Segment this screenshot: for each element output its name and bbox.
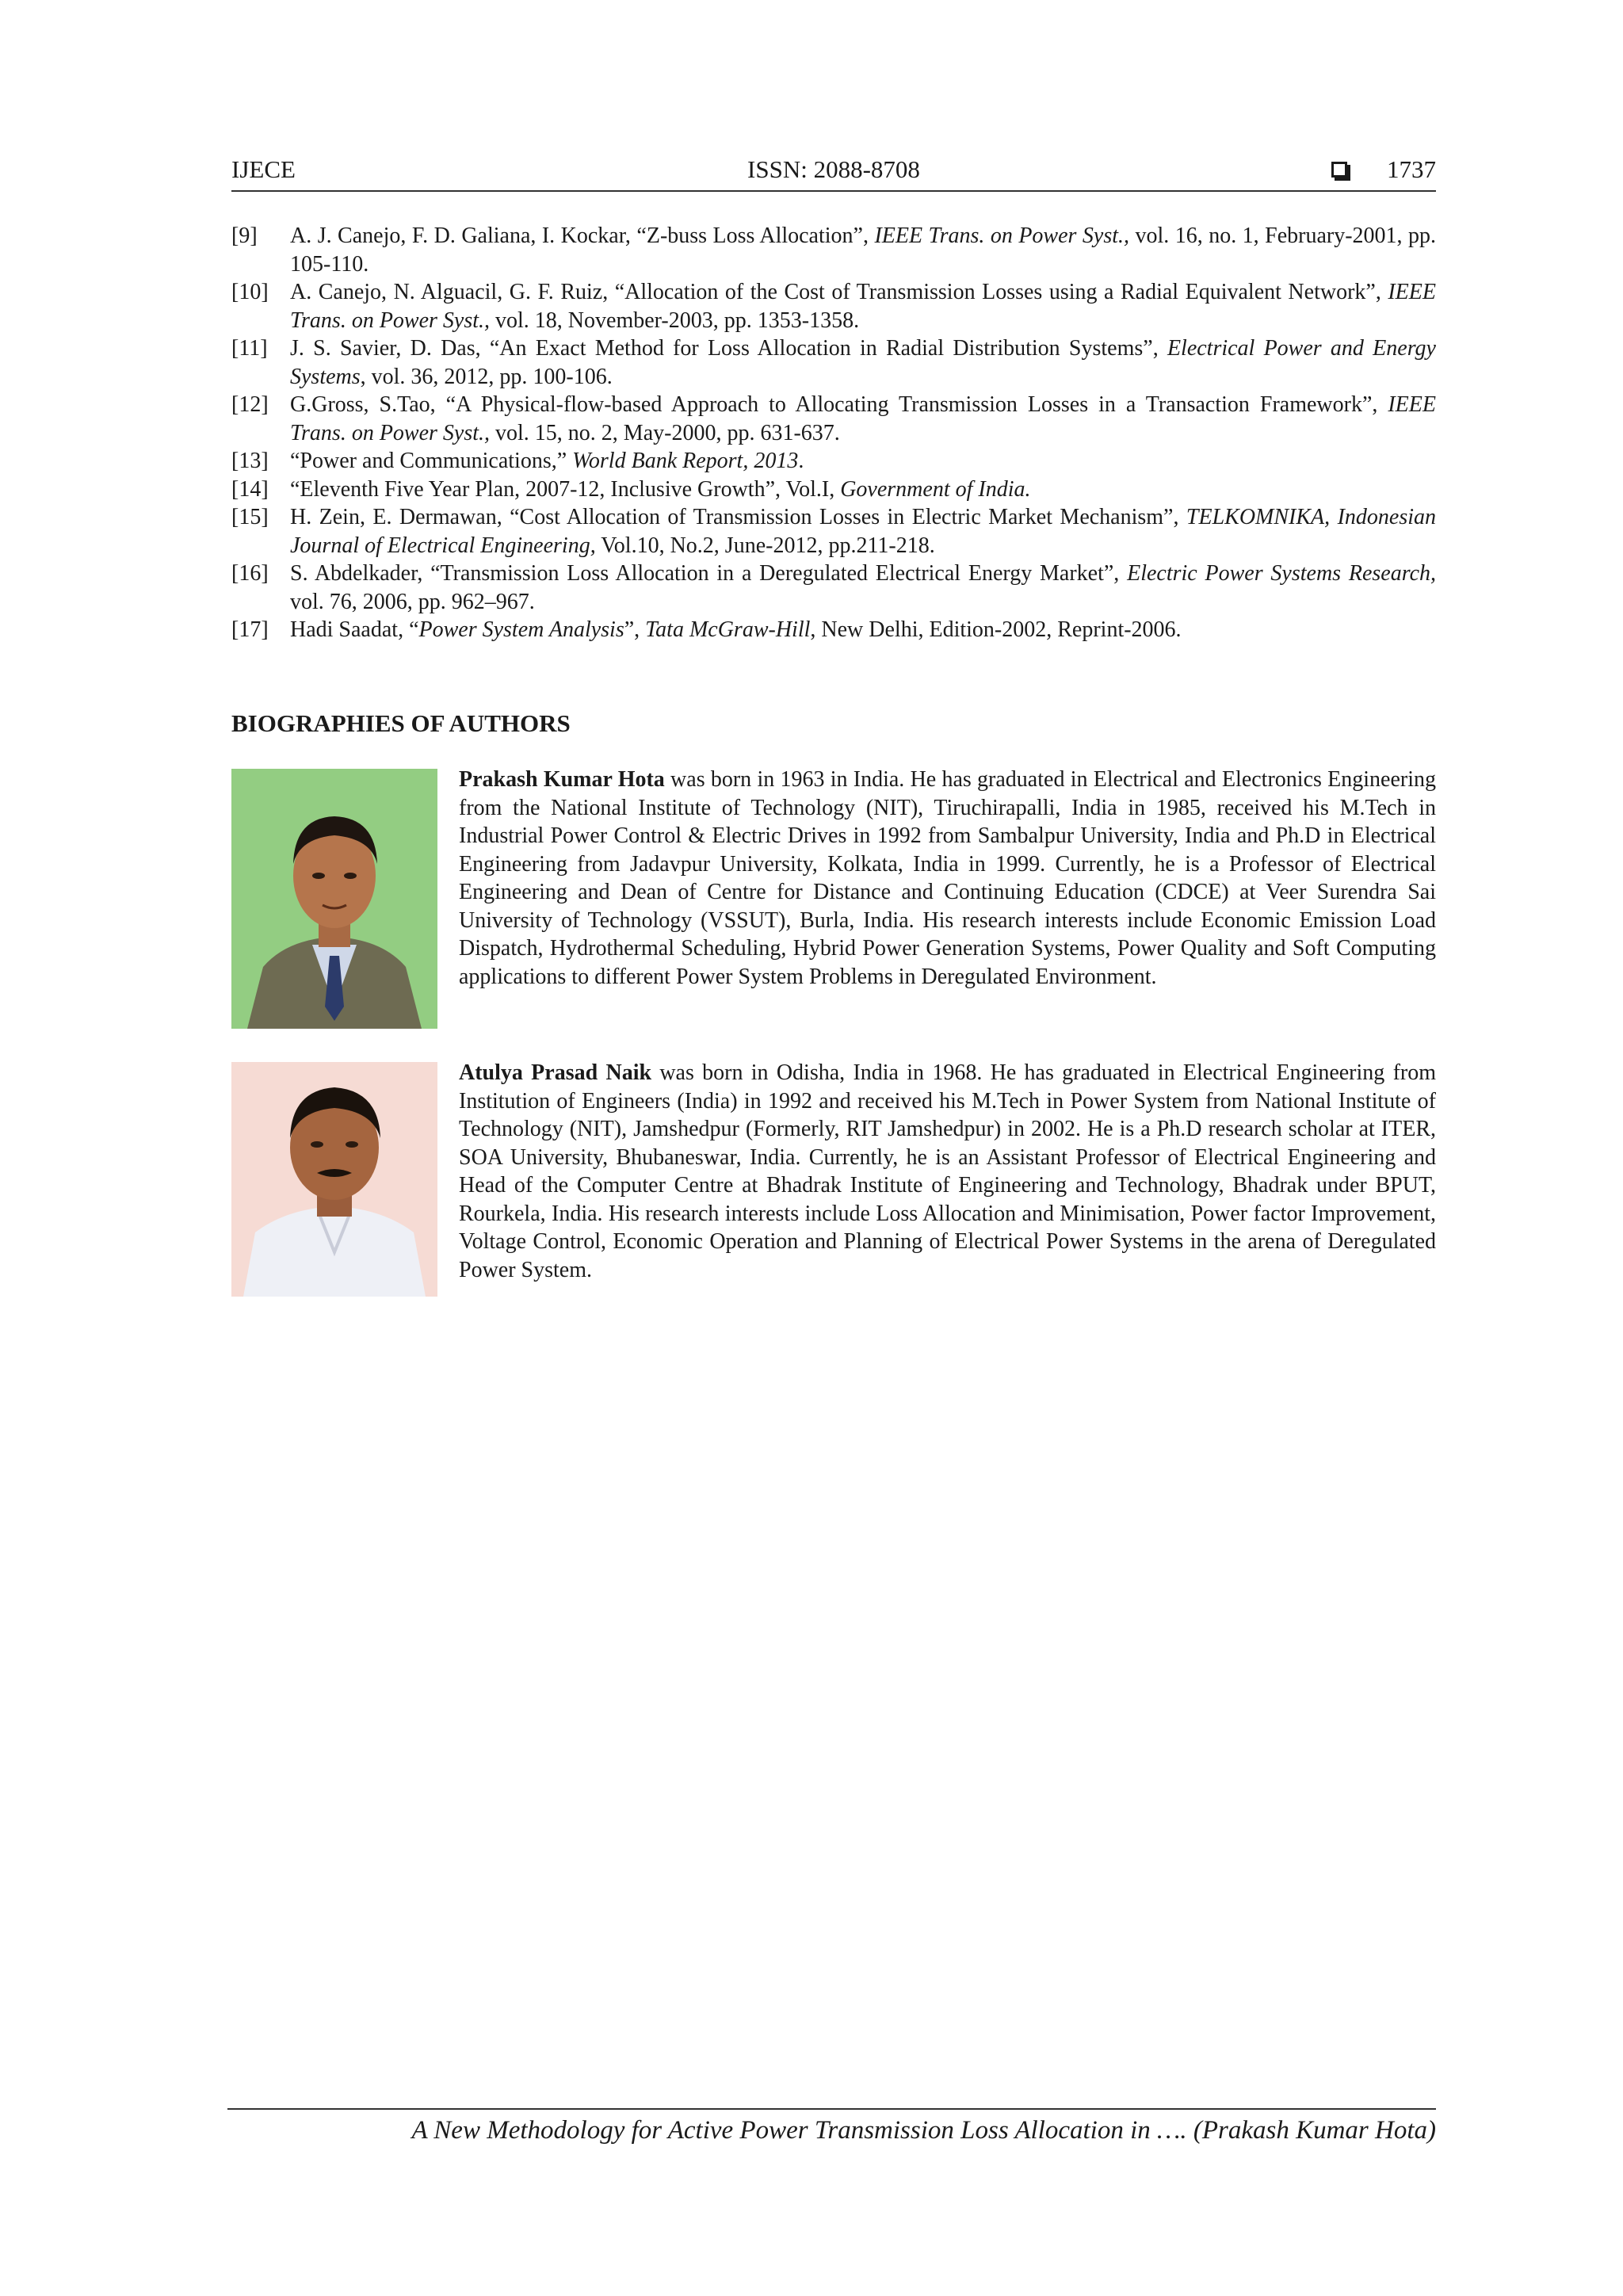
reference-italic-segment: IEEE Trans. on Power Syst., (290, 392, 1436, 445)
reference-item (231, 278, 1436, 334)
reference-segment: , New Delhi, Edition-2002, Reprint-2006. (810, 617, 1182, 642)
page-header (231, 151, 1436, 192)
reference-text (290, 616, 1436, 644)
issn-label: ISSN: 2088-8708 (747, 155, 920, 183)
reference-segment: S. Abdelkader, “Transmission Loss Allocation in a Deregulated Electrical Energy Market”, (290, 561, 1128, 586)
reference-segment: vol. 18, November-2003, pp. 1353-1358. (490, 308, 860, 333)
author-photo-hota (231, 769, 437, 1029)
reference-number: [14] (231, 476, 269, 502)
reference-item (231, 616, 1436, 644)
author-name: Prakash Kumar Hota (459, 767, 665, 792)
reference-italic-segment: Tata McGraw-Hill (645, 617, 811, 642)
page-footer: A New Methodology for Active Power Transmission Loss Allocation in …. (Prakash Kumar Hota) (227, 2108, 1436, 2145)
reference-italic-segment: IEEE Trans. on Power Syst., (874, 223, 1129, 248)
reference-segment: ”, (624, 617, 646, 642)
reference-item (231, 391, 1436, 447)
author-name: Atulya Prasad Naik (459, 1060, 652, 1085)
journal-name: IJECE (231, 155, 296, 183)
reference-segment: A. Canejo, N. Alguacil, G. F. Ruiz, “Allocation of the Cost of Transmission Losses using a Radial Equivalent Network”, (290, 280, 1388, 304)
reference-segment: “Eleventh Five Year Plan, 2007-12, Inclusive Growth”, Vol.I, (290, 476, 841, 502)
reference-italic-segment: Electric Power Systems Research, (1127, 561, 1437, 586)
reference-italic-segment: IEEE Trans. on Power Syst., (290, 280, 1436, 333)
reference-segment: Vol.10, No.2, June-2012, pp.211-218. (595, 533, 935, 558)
biographies-heading: BIOGRAPHIES OF AUTHORS (231, 709, 571, 737)
author-bio-2 (231, 1062, 1436, 1300)
author-bio-text (459, 766, 1436, 991)
reference-item (231, 503, 1436, 560)
reference-item (231, 476, 1436, 504)
reference-item (231, 560, 1436, 616)
reference-text (290, 278, 1436, 334)
reference-segment: vol. 76, 2006, pp. 962–967. (290, 589, 535, 614)
reference-text (290, 391, 1436, 447)
page-number-group (1331, 155, 1436, 184)
reference-item (231, 447, 1436, 476)
reference-segment: J. S. Savier, D. Das, “An Exact Method for Loss Allocation in Radial Distribution Systems”, (290, 336, 1167, 361)
reference-text (290, 334, 1436, 391)
reference-number: [17] (231, 617, 269, 642)
author-bio-text (459, 1059, 1436, 1284)
author-description: was born in 1963 in India. He has graduated in Electrical and Electronics Engineering from the National Institute of Technology (NIT), Tiruchirapalli, India in 1985, received his M.Tech in Industrial Power Control & Electric Drives in 1992 from Sambalpur University, India and Ph.D in Electrical Engineering from Jadavpur University, Kolkata, India in 1999. Currently, he is a Professor of Electrical Engineering and Dean of Centre for Distance and Continuing Education (CDCE) at Veer Surendra Sai University of Technology (VSSUT), Burla, India. His research interests include Economic Emission Load Dispatch, Hydrothermal Scheduling, Hybrid Power Generation Systems, Power Quality and Soft Computing applications to different Power System Problems in Deregulated Environment. (459, 767, 1436, 989)
page-number: 1737 (1387, 155, 1436, 183)
reference-segment: , vol. 36, 2012, pp. 100-106. (360, 364, 613, 389)
reference-item (231, 334, 1436, 391)
reference-text (290, 503, 1436, 560)
reference-segment: Hadi Saadat, “ (290, 617, 419, 642)
reference-text (290, 447, 1436, 476)
square-bullet-icon (1331, 162, 1347, 178)
reference-segment: . (798, 449, 804, 473)
author-bio-1 (231, 769, 1436, 1030)
reference-number: [13] (231, 449, 269, 473)
reference-item (231, 222, 1436, 278)
reference-italic-segment: TELKOMNIKA, Indonesian Journal of Electrical Engineering, (290, 505, 1436, 558)
reference-list (231, 222, 1436, 644)
reference-text (290, 476, 1436, 504)
reference-italic-segment: World Bank Report, 2013 (572, 449, 799, 473)
reference-number: [15] (231, 505, 269, 529)
reference-number: [10] (231, 280, 269, 304)
reference-italic-segment: Electrical Power and Energy Systems (290, 336, 1436, 389)
reference-segment: vol. 16, no. 1, February-2001, pp. 105-110. (290, 223, 1437, 277)
reference-number: [9] (231, 223, 258, 248)
reference-text (290, 560, 1436, 616)
reference-segment: G.Gross, S.Tao, “A Physical-flow-based Approach to Allocating Transmission Losses in a Transaction Framework”, (290, 392, 1388, 417)
reference-text (290, 222, 1436, 278)
author-description: was born in Odisha, India in 1968. He has graduated in Electrical Engineering from Institution of Engineers (India) in 1992 and received his M.Tech in Power System from National Institute of Technology (NIT), Jamshedpur (Formerly, RIT Jamshedpur) in 2002. He is a Ph.D research scholar at ITER, SOA University, Bhubaneswar, India. Currently, he is an Assistant Professor of Electrical Engineering and Head of the Computer Centre at Bhadrak Institute of Engineering and Technology, Bhadrak under BPUT, Rourkela, India. His research interests include Loss Allocation and Minimisation, Power factor Improvement, Voltage Control, Economic Operation and Planning of Electrical Power Systems in the arena of Deregulated Power System. (459, 1060, 1436, 1282)
reference-number: [12] (231, 392, 269, 417)
reference-italic-segment: Power System Analysis (418, 617, 624, 642)
reference-segment: H. Zein, E. Dermawan, “Cost Allocation of Transmission Losses in Electric Market Mechanism”, (290, 505, 1186, 529)
reference-number: [11] (231, 336, 268, 361)
reference-segment: vol. 15, no. 2, May-2000, pp. 631-637. (490, 420, 840, 445)
reference-segment: “Power and Communications,” (290, 449, 573, 473)
reference-segment: A. J. Canejo, F. D. Galiana, I. Kockar, “Z-buss Loss Allocation”, (290, 223, 875, 248)
reference-italic-segment: Government of India. (840, 476, 1031, 502)
reference-number: [16] (231, 561, 269, 586)
author-photo-naik (231, 1062, 437, 1297)
